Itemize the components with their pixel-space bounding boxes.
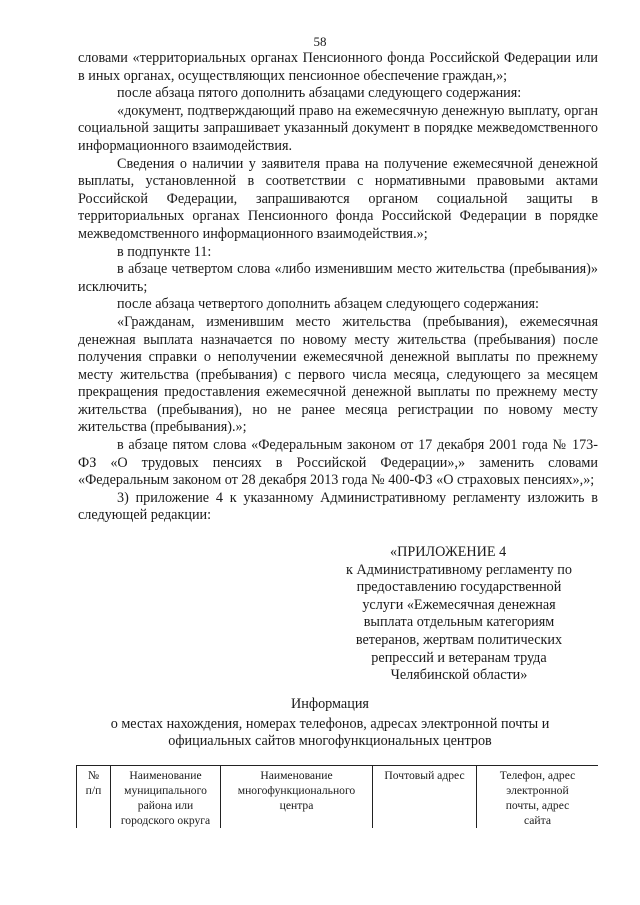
header-cell-municipality: [111, 766, 221, 829]
appendix-line: предоставлению государственной: [356, 579, 562, 596]
header-line: Почтовый адрес: [384, 769, 465, 782]
paragraph: «документ, подтверждающий право на ежемесячную денежную выплату, орган социальной защиты запрашивает указанный документ в порядке межведомственного информационного взаимодействия.: [78, 102, 598, 154]
appendix-line: репрессий и ветеранам труда: [371, 649, 547, 666]
header-line: Наименование: [260, 769, 333, 782]
info-subtitle: [60, 716, 600, 751]
info-heading: [60, 696, 600, 751]
paragraph: после абзаца четвертого дополнить абзацем следующего содержания:: [117, 296, 539, 313]
info-subtitle-line: официальных сайтов многофункциональных центров: [168, 733, 492, 750]
header-line: муниципального: [124, 784, 207, 797]
header-line: №: [87, 769, 100, 782]
page-number: 58: [313, 34, 327, 49]
appendix-line: к Административному регламенту по: [346, 561, 572, 578]
header-line: центра: [279, 799, 314, 812]
info-title: Информация: [291, 696, 369, 712]
appendix-line: ветеранов, жертвам политических: [355, 631, 563, 648]
header-cell-mfc-name: [221, 766, 373, 829]
header-line: сайта: [524, 814, 551, 827]
paragraph: 3) приложение 4 к указанному Административному регламенту изложить в следующей редакции:: [78, 489, 598, 524]
paragraph: в абзаце четвертом слова «либо изменившим место жительства (пребывания)» исключить;: [78, 261, 598, 295]
header-line: электронной: [506, 784, 569, 797]
appendix-header: [318, 544, 600, 685]
header-line: многофункционального: [237, 784, 356, 797]
paragraph: Сведения о наличии у заявителя права на получение ежемесячной денежной выплаты, установленной в соответствии с нормативными правовыми актами Российской Федерации, запрашиваются органом социальной защиты в территориальных органах Пенсионного фонда Российской Федерации в порядке межведомственного информационного взаимодействия.»;: [78, 155, 598, 242]
header-line: Наименование: [129, 769, 202, 782]
header-cell-postal-address: [373, 766, 477, 829]
appendix-line: Челябинской области»: [390, 667, 528, 684]
mfc-table-wrapper: [76, 765, 598, 831]
header-line: п/п: [85, 784, 102, 797]
table-header-row: [77, 766, 599, 829]
paragraph: словами «территориальных органах Пенсионного фонда Российской Федерации или в иных органах, осуществляющих пенсионное обеспечение граждан,»;: [78, 50, 598, 84]
header-line: городского округа: [120, 814, 211, 827]
header-line: Телефон, адрес: [499, 769, 576, 782]
paragraph: в абзаце пятом слова «Федеральным законом от 17 декабря 2001 года № 173-ФЗ «О трудовых пенсиях в Российской Федерации»,» заменить словами «Федеральным законом от 28 декабря 2013 года № 400-ФЗ «О страховых пенсиях»,»;: [78, 437, 598, 489]
appendix-line: выплата отдельным категориям: [363, 614, 555, 631]
header-line: района или: [137, 799, 194, 812]
paragraph: в подпункте 11:: [117, 243, 212, 260]
body-text: [78, 50, 598, 525]
mfc-table: [76, 765, 598, 828]
appendix-title: «ПРИЛОЖЕНИЕ 4: [390, 544, 507, 560]
header-cell-number: [77, 766, 111, 829]
paragraph: после абзаца пятого дополнить абзацами следующего содержания:: [117, 85, 522, 102]
paragraph: «Гражданам, изменившим место жительства (пребывания), ежемесячная денежная выплата назначается по новому месту жительства (пребывания) после получения справки о неполучении ежемесячной денежной выплаты по прежнему месту жительства (пребывания) с первого числа месяца, следующего за месяцем прекращения предоставления ежемесячной денежной выплаты по прежнему месту жительства (пребывания), но не ранее месяца регистрации по новому месту жительства (пребывания).»;: [78, 313, 598, 436]
header-cell-contacts: [477, 766, 599, 829]
appendix-line: услуги «Ежемесячная денежная: [362, 596, 556, 613]
header-line: почты, адрес: [505, 799, 570, 812]
info-subtitle-line: о местах нахождения, номерах телефонов, адресах электронной почты и: [110, 715, 550, 732]
